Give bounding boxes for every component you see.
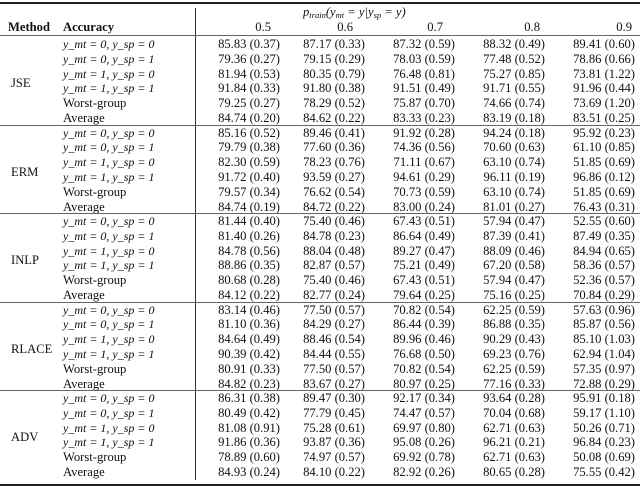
method-header: Method (8, 20, 50, 34)
table-cell: 82.30 (0.59) (218, 155, 280, 170)
table-cell: 84.12 (0.22) (218, 288, 280, 302)
table-cell: 77.50 (0.57) (303, 302, 365, 317)
table-cell: 83.33 (0.23) (393, 111, 455, 125)
table-cell: 91.92 (0.28) (393, 125, 455, 140)
table-cell: 63.10 (0.74) (483, 155, 545, 170)
table-cell: 91.72 (0.40) (218, 169, 280, 184)
table-cell: 79.15 (0.29) (303, 51, 365, 66)
accuracy-label: y_mt = 0, y_sp = 1 (63, 405, 155, 420)
table-cell: 51.85 (0.69) (573, 184, 635, 199)
table-cell: 84.64 (0.49) (218, 332, 280, 347)
table-cell: 69.97 (0.80) (393, 420, 455, 435)
table-cell: 91.71 (0.55) (483, 81, 545, 96)
table-cell: 86.31 (0.38) (218, 391, 280, 405)
accuracy-label: y_mt = 0, y_sp = 0 (63, 391, 155, 405)
table-cell: 91.86 (0.36) (218, 435, 280, 450)
table-cell: 86.44 (0.39) (393, 317, 455, 332)
accuracy-label: Worst-group (63, 273, 127, 288)
table-cell: 84.94 (0.65) (573, 243, 635, 258)
accuracy-label: y_mt = 0, y_sp = 1 (63, 228, 155, 243)
accuracy-label: y_mt = 0, y_sp = 1 (63, 140, 155, 155)
table-cell: 75.87 (0.70) (393, 96, 455, 111)
table-cell: 59.17 (1.10) (573, 405, 635, 420)
table-cell: 73.69 (1.20) (573, 96, 635, 111)
column-header: 0.7 (427, 20, 443, 34)
table-cell: 75.40 (0.46) (303, 214, 365, 228)
accuracy-header: Accuracy (63, 20, 115, 34)
table-cell: 83.14 (0.46) (218, 302, 280, 317)
accuracy-label: y_mt = 1, y_sp = 1 (63, 258, 155, 273)
table-cell: 71.11 (0.67) (393, 155, 455, 170)
table-cell: 50.26 (0.71) (573, 420, 635, 435)
table-cell: 96.84 (0.23) (573, 435, 635, 450)
table-cell: 81.01 (0.27) (483, 199, 545, 214)
table-cell: 84.44 (0.55) (303, 346, 365, 361)
table-cell: 82.77 (0.24) (303, 288, 365, 302)
table-cell: 95.92 (0.23) (573, 125, 635, 140)
table-cell: 50.08 (0.69) (573, 450, 635, 465)
table-cell: 91.51 (0.49) (393, 81, 455, 96)
table-cell: 87.32 (0.59) (393, 37, 455, 51)
accuracy-label: y_mt = 1, y_sp = 0 (63, 420, 155, 435)
table-cell: 93.87 (0.36) (303, 435, 365, 450)
table-cell: 84.82 (0.23) (218, 376, 280, 391)
table-cell: 81.40 (0.26) (218, 228, 280, 243)
table-cell: 52.36 (0.57) (573, 273, 635, 288)
table-cell: 83.19 (0.18) (483, 111, 545, 125)
top-rule (0, 2, 640, 4)
table-cell: 85.16 (0.52) (218, 125, 280, 140)
table-cell: 57.63 (0.96) (573, 302, 635, 317)
table-cell: 92.17 (0.34) (393, 391, 455, 405)
table-cell: 84.74 (0.20) (218, 111, 280, 125)
table-cell: 78.03 (0.59) (393, 51, 455, 66)
table-cell: 74.47 (0.57) (393, 405, 455, 420)
table-cell: 91.80 (0.38) (303, 81, 365, 96)
accuracy-label: y_mt = 1, y_sp = 0 (63, 332, 155, 347)
column-separator (195, 8, 196, 480)
table-cell: 89.96 (0.46) (393, 332, 455, 347)
table-cell: 67.43 (0.51) (393, 214, 455, 228)
table-cell: 70.82 (0.54) (393, 302, 455, 317)
accuracy-label: y_mt = 1, y_sp = 0 (63, 66, 155, 81)
table-cell: 74.36 (0.56) (393, 140, 455, 155)
table-cell: 78.29 (0.52) (303, 96, 365, 111)
column-header: 0.5 (255, 20, 271, 34)
accuracy-label: Average (63, 199, 105, 214)
table-cell: 57.35 (0.97) (573, 361, 635, 376)
accuracy-label: y_mt = 0, y_sp = 0 (63, 125, 155, 140)
table-cell: 70.73 (0.59) (393, 184, 455, 199)
table-cell: 84.29 (0.27) (303, 317, 365, 332)
table-cell: 78.86 (0.66) (573, 51, 635, 66)
accuracy-label: Average (63, 111, 105, 125)
table-cell: 80.35 (0.79) (303, 66, 365, 81)
table-cell: 51.85 (0.69) (573, 155, 635, 170)
table-cell: 96.86 (0.12) (573, 169, 635, 184)
table-cell: 63.10 (0.74) (483, 184, 545, 199)
accuracy-label: y_mt = 0, y_sp = 1 (63, 51, 155, 66)
accuracy-label: y_mt = 0, y_sp = 0 (63, 214, 155, 228)
table-cell: 94.24 (0.18) (483, 125, 545, 140)
table-cell: 96.21 (0.21) (483, 435, 545, 450)
table-cell: 84.72 (0.22) (303, 199, 365, 214)
table-cell: 88.32 (0.49) (483, 37, 545, 51)
table-cell: 81.10 (0.36) (218, 317, 280, 332)
table-cell: 62.25 (0.59) (483, 361, 545, 376)
table-cell: 84.78 (0.56) (218, 243, 280, 258)
table-cell: 87.49 (0.35) (573, 228, 635, 243)
table-cell: 67.20 (0.58) (483, 258, 545, 273)
column-header: 0.9 (616, 20, 632, 34)
accuracy-label: Worst-group (63, 361, 127, 376)
accuracy-label: Average (63, 288, 105, 302)
accuracy-label: y_mt = 1, y_sp = 1 (63, 435, 155, 450)
table-cell: 89.47 (0.30) (303, 391, 365, 405)
table-cell: 52.55 (0.60) (573, 214, 635, 228)
table-cell: 69.23 (0.76) (483, 346, 545, 361)
table-cell: 80.97 (0.25) (393, 376, 455, 391)
table-cell: 82.87 (0.57) (303, 258, 365, 273)
table-cell: 77.16 (0.33) (483, 376, 545, 391)
header-rule (0, 35, 640, 36)
table-cell: 88.86 (0.35) (218, 258, 280, 273)
table-cell: 62.94 (1.04) (573, 346, 635, 361)
table-cell: 75.55 (0.42) (573, 465, 635, 479)
table-cell: 70.82 (0.54) (393, 361, 455, 376)
table-cell: 74.97 (0.57) (303, 450, 365, 465)
table-cell: 70.60 (0.63) (483, 140, 545, 155)
table-cell: 57.94 (0.47) (483, 214, 545, 228)
accuracy-label: Worst-group (63, 184, 127, 199)
table-cell: 87.39 (0.41) (483, 228, 545, 243)
table-cell: 90.39 (0.42) (218, 346, 280, 361)
table-cell: 95.91 (0.18) (573, 391, 635, 405)
method-label: RLACE (11, 341, 53, 356)
table-cell: 83.00 (0.24) (393, 199, 455, 214)
table-cell: 79.64 (0.25) (393, 288, 455, 302)
table-cell: 77.48 (0.52) (483, 51, 545, 66)
table-cell: 87.17 (0.33) (303, 37, 365, 51)
table-cell: 79.25 (0.27) (218, 96, 280, 111)
table-cell: 86.64 (0.49) (393, 228, 455, 243)
table-cell: 62.71 (0.63) (483, 420, 545, 435)
accuracy-label: y_mt = 1, y_sp = 1 (63, 169, 155, 184)
table-cell: 80.91 (0.33) (218, 361, 280, 376)
table-cell: 61.10 (0.85) (573, 140, 635, 155)
table-cell: 75.28 (0.61) (303, 420, 365, 435)
table-cell: 84.10 (0.22) (303, 465, 365, 479)
accuracy-label: y_mt = 0, y_sp = 1 (63, 317, 155, 332)
accuracy-label: y_mt = 0, y_sp = 0 (63, 302, 155, 317)
table-cell: 85.10 (1.03) (573, 332, 635, 347)
table-cell: 76.48 (0.81) (393, 66, 455, 81)
method-label: ERM (11, 164, 39, 179)
table-cell: 75.27 (0.85) (483, 66, 545, 81)
table-cell: 75.21 (0.49) (393, 258, 455, 273)
method-label: INLP (11, 253, 39, 267)
table-cell: 74.66 (0.74) (483, 96, 545, 111)
table-cell: 86.88 (0.35) (483, 317, 545, 332)
table-cell: 81.44 (0.40) (218, 214, 280, 228)
table-cell: 95.08 (0.26) (393, 435, 455, 450)
table-cell: 70.04 (0.68) (483, 405, 545, 420)
column-header: 0.6 (337, 20, 353, 34)
table-cell: 75.16 (0.25) (483, 288, 545, 302)
table-cell: 88.09 (0.46) (483, 243, 545, 258)
table-cell: 93.64 (0.28) (483, 391, 545, 405)
table-cell: 73.81 (1.22) (573, 66, 635, 81)
table-cell: 75.40 (0.46) (303, 273, 365, 288)
table-cell: 88.46 (0.54) (303, 332, 365, 347)
accuracy-label: y_mt = 1, y_sp = 1 (63, 81, 155, 96)
table-cell: 78.23 (0.76) (303, 155, 365, 170)
column-header: 0.8 (524, 20, 540, 34)
table-cell: 79.57 (0.34) (218, 184, 280, 199)
table-cell: 96.11 (0.19) (483, 169, 545, 184)
table-cell: 78.89 (0.60) (218, 450, 280, 465)
accuracy-label: y_mt = 1, y_sp = 0 (63, 155, 155, 170)
accuracy-label: Average (63, 376, 105, 391)
table-cell: 76.62 (0.54) (303, 184, 365, 199)
table-cell: 89.27 (0.47) (393, 243, 455, 258)
table-cell: 94.61 (0.29) (393, 169, 455, 184)
table-cell: 62.25 (0.59) (483, 302, 545, 317)
table-cell: 83.51 (0.25) (573, 111, 635, 125)
accuracy-label: Worst-group (63, 96, 127, 111)
method-label: ADV (11, 430, 39, 444)
accuracy-label: Worst-group (63, 450, 127, 465)
bottom-rule (0, 484, 640, 486)
table-cell: 84.62 (0.22) (303, 111, 365, 125)
table-cell: 91.96 (0.44) (573, 81, 635, 96)
table-cell: 88.04 (0.48) (303, 243, 365, 258)
table-cell: 90.29 (0.43) (483, 332, 545, 347)
table-cell: 72.88 (0.29) (573, 376, 635, 391)
accuracy-label: y_mt = 1, y_sp = 1 (63, 346, 155, 361)
accuracy-label: Average (63, 465, 105, 479)
table-cell: 76.68 (0.50) (393, 346, 455, 361)
accuracy-label: y_mt = 0, y_sp = 0 (63, 37, 155, 51)
table-cell: 62.71 (0.63) (483, 450, 545, 465)
table-cell: 85.83 (0.37) (218, 37, 280, 51)
table-cell: 80.49 (0.42) (218, 405, 280, 420)
table-cell: 70.84 (0.29) (573, 288, 635, 302)
table-cell: 67.43 (0.51) (393, 273, 455, 288)
table-cell: 77.60 (0.36) (303, 140, 365, 155)
table-cell: 76.43 (0.31) (573, 199, 635, 214)
table-cell: 77.50 (0.57) (303, 361, 365, 376)
table-cell: 85.87 (0.56) (573, 317, 635, 332)
table-cell: 93.59 (0.27) (303, 169, 365, 184)
table-cell: 79.36 (0.27) (218, 51, 280, 66)
table-cell: 80.68 (0.28) (218, 273, 280, 288)
table-cell: 83.67 (0.27) (303, 376, 365, 391)
table-cell: 81.08 (0.91) (218, 420, 280, 435)
table-cell: 82.92 (0.26) (393, 465, 455, 479)
table-cell: 89.46 (0.41) (303, 125, 365, 140)
table-cell: 84.74 (0.19) (218, 199, 280, 214)
table-cell: 80.65 (0.28) (483, 465, 545, 479)
table-cell: 79.79 (0.38) (218, 140, 280, 155)
table-cell: 57.94 (0.47) (483, 273, 545, 288)
table-cell: 77.79 (0.45) (303, 405, 365, 420)
table-cell: 69.92 (0.78) (393, 450, 455, 465)
table-cell: 89.41 (0.60) (573, 37, 635, 51)
method-label: JSE (11, 76, 31, 90)
table-cell: 58.36 (0.57) (573, 258, 635, 273)
table-cell: 84.93 (0.24) (218, 465, 280, 479)
condition-header: $p_{train}(y_{mt} = y|y_{sp} = y)$ (303, 5, 406, 20)
table-cell: 81.94 (0.53) (218, 66, 280, 81)
table-cell: 91.84 (0.33) (218, 81, 280, 96)
table-cell: 84.78 (0.23) (303, 228, 365, 243)
accuracy-label: y_mt = 1, y_sp = 0 (63, 243, 155, 258)
